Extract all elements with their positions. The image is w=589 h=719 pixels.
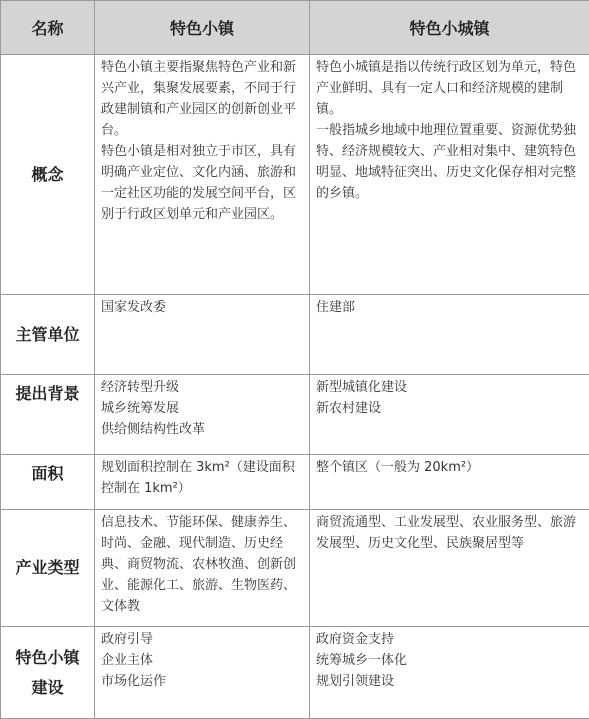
cell-text: 整个镇区（一般为 20km²） [316,460,480,475]
table-row-industry [1,510,589,627]
cell-text: 信息技术、节能环保、健康养生、时尚、金融、现代制造、历史经典、商贸物流、农林牧渔、创新创业、能源化工、旅游、生物医药、文体教 [101,515,297,614]
cell-text: 住建部 [316,300,356,315]
cell-text: 特色小城镇是指以传统行政区划为单元，特色产业鲜明、具有一定人口和经济规模的建制镇。 [316,60,577,117]
row-label-text: 主管单位 [15,324,80,344]
header-featured-town: 特色小镇 [95,1,310,55]
cell-text: 特色小镇主要指聚焦特色产业和新兴产业，集聚发展要素，不同于行政建制镇和产业园区的创新创业平台。 [101,60,297,138]
left-cell [95,510,310,627]
cell-text: 政府资金支持 [316,632,395,647]
cell-text: 国家发改委 [101,300,167,315]
table-row-construction [1,627,589,719]
right-cell [310,55,589,295]
cell-text: 市场化运作 [101,674,167,689]
right-cell [310,455,589,510]
left-cell [95,455,310,510]
row-label-text: 产业类型 [15,558,80,577]
cell-text: 特色小镇是相对独立于市区，具有明确产业定位、文化内涵、旅游和一定社区功能的发展空间平台，区别于行政区划单元和产业园区。 [101,144,297,222]
table-row-background [1,375,589,455]
cell-text: 规划引领建设 [316,674,395,689]
row-label-text: 面积 [31,464,64,483]
cell-text: 规划面积控制在 3km²（建设面积控制在 1km²） [101,460,295,496]
cell-text: 统筹城乡一体化 [316,653,408,668]
table-row-area [1,455,589,510]
row-label-text: 概念 [31,164,64,184]
cell-text: 一般指城乡地域中地理位置重要、资源优势独特、经济规模较大、产业相对集中、建筑特色明显、地域特征突出、历史文化保存相对完整的乡镇。 [316,123,577,201]
cell-text: 商贸流通型、工业发展型、农业服务型、旅游发展型、历史文化型、民族聚居型等 [316,515,577,551]
row-label [1,627,95,719]
right-cell [310,627,589,719]
row-label [1,55,95,295]
row-label [1,375,95,455]
right-cell [310,510,589,627]
right-cell [310,375,589,455]
cell-text: 新型城镇化建设 [316,380,408,395]
row-label-text: 建设 [31,677,64,697]
right-cell [310,295,589,375]
row-label [1,510,95,627]
left-cell [95,627,310,719]
left-cell [95,375,310,455]
table-row-authority [1,295,589,375]
cell-text: 政府引导 [101,632,154,647]
table-row-concept [1,55,589,295]
row-label [1,455,95,510]
left-cell [95,55,310,295]
cell-text: 企业主体 [101,653,154,668]
cell-text: 经济转型升级 [101,380,180,395]
header-featured-small-town: 特色小城镇 [310,1,589,55]
row-label [1,295,95,375]
header-row [1,1,589,55]
cell-text: 供给侧结构性改革 [101,422,206,437]
row-label-text: 特色小镇 [15,647,80,667]
row-label-text: 提出背景 [15,384,80,403]
cell-text: 城乡统筹发展 [101,401,180,416]
header-name: 名称 [1,1,95,55]
left-cell [95,295,310,375]
cell-text: 新农村建设 [316,401,382,416]
